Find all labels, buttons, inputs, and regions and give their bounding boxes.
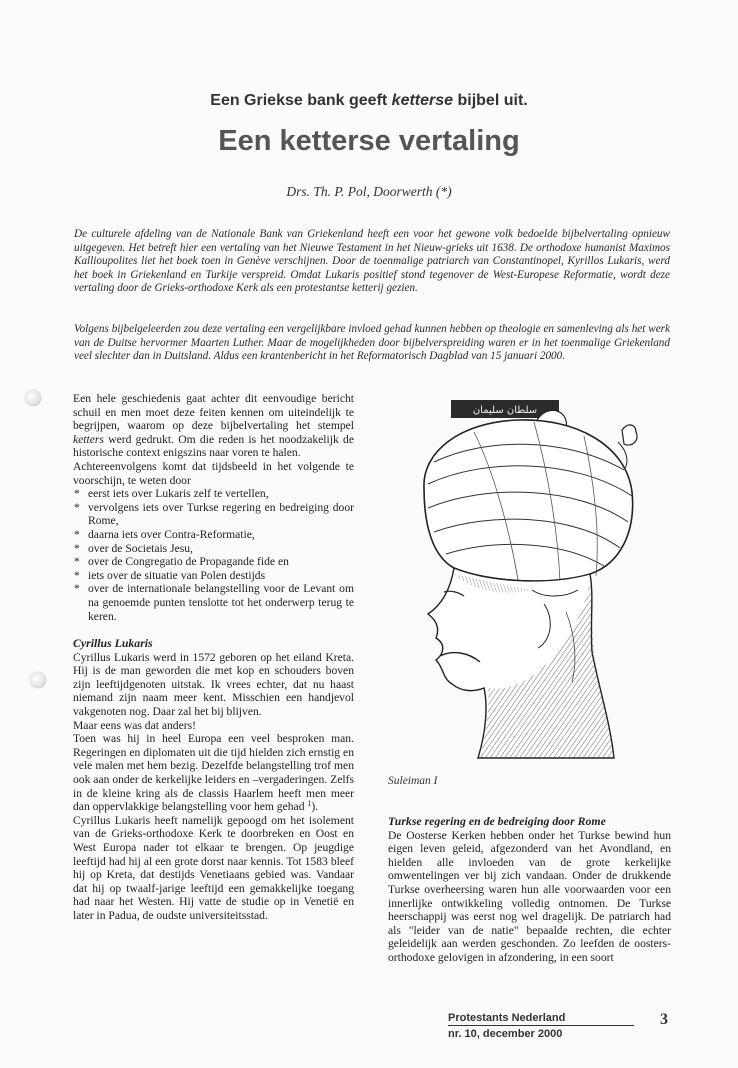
article-title: Een ketterse vertaling: [218, 125, 520, 157]
list-item: * iets over de situatie van Polen destijds: [73, 569, 354, 583]
figure-caption: Suleiman I: [388, 775, 438, 787]
section-heading: Cyrillus Lukaris: [73, 636, 153, 651]
body-paragraph: Maar eens was dat anders!: [73, 718, 196, 732]
punch-hole: [25, 390, 41, 406]
list-item: * eerst iets over Lukaris zelf te vertellen,: [73, 487, 354, 501]
left-column: [73, 392, 354, 923]
body-paragraph: Cyrillus Lukaris heeft namelijk gepoogd om het isolement van de Grieks-orthodoxe Kerk te doorbreken en Oost en West Europa nader tot elkaar te brengen. Op jeugdige leeftijd had hij al een grote dorst naar kennis. Tot 1583 bleef hij op Kreta, dat destijds Venetiaans gebied was. Vandaar dat hij op twaalf-jarige leeftijd een gemakkelijke toegang had naar het Westen. Hij vatte de studie op in Venetië en later in Padua, de oudste universiteitsstad.: [73, 813, 354, 922]
list-item: * over de Societais Jesu,: [73, 542, 354, 556]
body-paragraph: Achtereenvolgens komt dat tijdsbeeld in het volgende te voorschijn, te weten door: [73, 459, 354, 487]
right-column: [388, 815, 671, 965]
portrait-inscription: سلطان سليمان: [472, 405, 538, 416]
section-heading: Turkse regering en de bedreiging door Rome: [388, 814, 606, 828]
byline: Drs. Th. P. Pol, Doorwerth (*): [286, 184, 452, 199]
page-number: 3: [660, 1011, 668, 1028]
magazine-name: Protestants Nederland: [448, 1012, 566, 1024]
list-item: * vervolgens iets over Turkse regering en bedreiging door Rome,: [73, 501, 354, 528]
bullet-list: [73, 487, 354, 623]
intro-paragraph-1: De culturele afdeling van de Nationale Bank van Griekenland heeft een voor het gewone volk bedoelde bijbelvertaling opnieuw uitgegeven. Het betreft hier een vertaling van het Nieuwe Testament in het Nieuw-grieks uit 1638. De orthodoxe humanist Maximos Kallioupolites liet het boek toen in Genève verschijnen. Door de toenmalige patriarch van Constantinopel, Kyrillos Lukaris, werd het boek in Griekenland en Turkije verspreid. Omdat Lukaris positief stond tegenover de West-Europese Reformatie, wordt deze vertaling door de Grieks-orthodoxe Kerk als een protestantse ketterij gezien.: [74, 228, 670, 295]
article-kicker: Een Griekse bank geeft ketterse bijbel uit.: [210, 92, 528, 109]
punch-hole: [30, 672, 46, 688]
kicker-emphasis: ketterse: [391, 92, 454, 109]
footnote-ref: 1: [307, 799, 312, 809]
body-paragraph: Een hele geschiedenis gaat achter dit eenvoudige bericht schuil en men moet deze feiten kennen om uiteindelijk te begrijpen, waarom op deze bijbelvertaling het stempel ketters werd gedrukt. Om die reden is het noodzakelijk de historische context enigszins naar voren te halen.: [73, 392, 354, 460]
suleiman-portrait: [414, 392, 648, 762]
footer-divider: [448, 1025, 634, 1026]
intro-paragraph-2: Volgens bijbelgeleerden zou deze vertaling een vergelijkbare invloed gehad kunnen hebben op theologie en samenleving als het werk van de Duitse hervormer Maarten Luther. Maar de mogelijkheden door bijbelverspreiding waren er in het toenmalige Griekenland veel slechter dan in Duitsland. Aldus een krantenbericht in het Reformatorisch Dagblad van 15 januari 2000.: [74, 323, 670, 363]
body-paragraph: Toen was hij in heel Europa een veel besproken man. Regeringen en diplomaten uit die tijd hielden zich ernstig en vele malen met hem bezig. Dezelfde belangstelling trof men ook aan onder de kerkelijke leiders en –vergaderingen. Zelfs in de kleine kring als de classis Haarlem heeft men meer dan oppervlakkige belangstelling voor hem gehad $^1$).: [73, 732, 354, 814]
list-item: * daarna iets over Contra-Reformatie,: [73, 528, 354, 542]
issue-number: nr. 10, december 2000: [448, 1028, 563, 1040]
list-item: * over de Congregatio de Propagande fide en: [73, 555, 354, 569]
body-paragraph: Cyrillus Lukaris werd in 1572 geboren op het eiland Kreta. Hij is de man geworden die met kop en schouders boven zijn leeftijdgenoten uitstak. Ik vrees echter, dat nu haast niemand zijn naam meer kent. Misschien een handjevol vakgenoten nog. Daar zal het bij blijven.: [73, 650, 354, 719]
body-paragraph: De Oosterse Kerken hebben onder het Turkse bewind hun eigen leven geleid, afgezonderd van het Avondland, en hielden alle invloeden van de grote kerkelijke omwentelingen ver bij zich vandaan. Onder de drukkende Turkse overheersing waren hun alle voorwaarden voor een innerlijke ontwikkeling volledig ontnomen. De Turkse heerschappij was eerst nog wel dragelijk. De patriarch had als "leider van de natie" bepaalde rechten, die echter geleidelijk aan werden geschonden. Zo leefden de oosters-orthodoxe gelovigen in afzondering, in een soort: [388, 828, 671, 964]
list-item: * over de internationale belangstelling voor de Levant om na genoemde punten tenslotte tot het onderwerp terug te keren.: [73, 582, 354, 623]
